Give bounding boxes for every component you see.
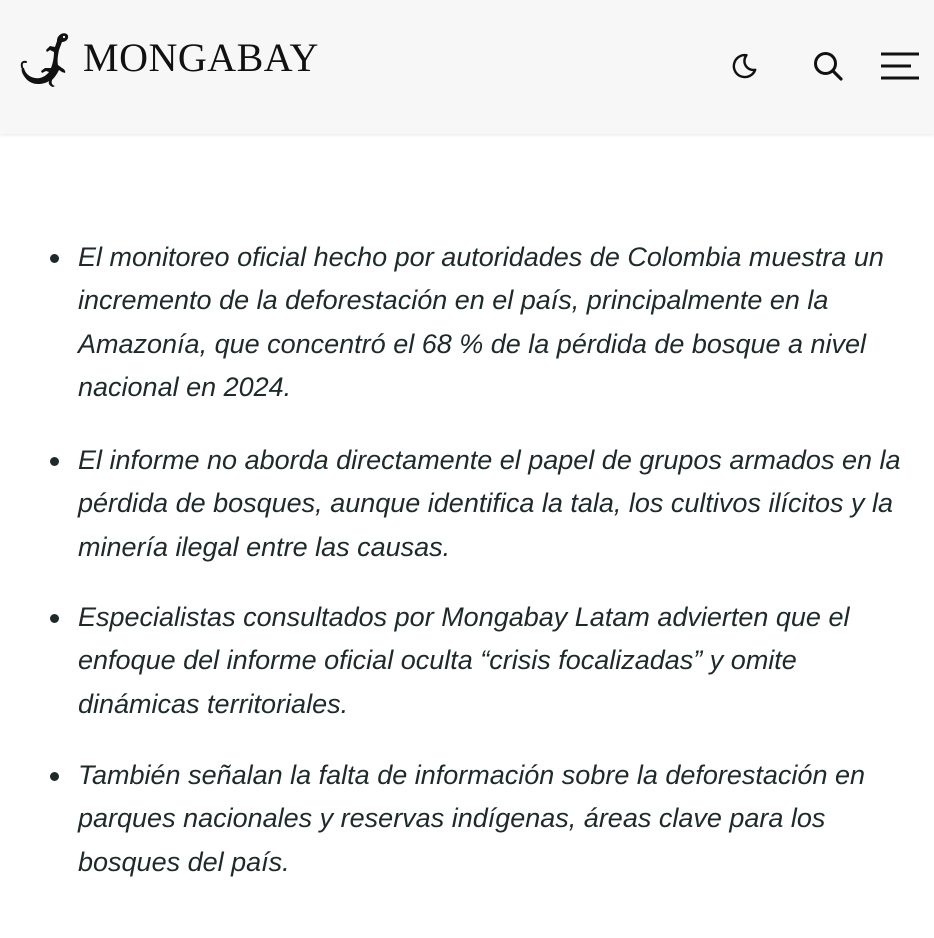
site-header [0, 0, 934, 134]
moon-icon [730, 52, 758, 80]
header-actions [722, 44, 922, 88]
hamburger-menu-icon [879, 50, 921, 82]
brand-name: MONGABAY [83, 35, 319, 80]
list-item: También señalan la falta de información sobre la deforestación en parques nacionales y reservas indígenas, áreas clave para los bosques del país. [78, 754, 908, 884]
list-item: Especialistas consultados por Mongabay Latam advierten que el enfoque del informe oficial oculta “crisis focalizadas” y omite dinámicas territoriales. [78, 596, 908, 726]
gecko-icon [18, 30, 80, 90]
theme-toggle-button[interactable] [722, 44, 766, 88]
list-item: El informe no aborda directamente el papel de grupos armados en la pérdida de bosques, aunque identifica la tala, los cultivos ilícitos y la minería ilegal entre las causas. [78, 439, 908, 569]
menu-button[interactable] [878, 44, 922, 88]
summary-list [0, 236, 934, 884]
article-summary [0, 236, 934, 914]
search-button[interactable] [806, 44, 850, 88]
brand-home-link[interactable] [18, 30, 319, 90]
list-item: El monitoreo oficial hecho por autoridades de Colombia muestra un incremento de la deforestación en el país, principalmente en la Amazonía, que concentró el 68 % de la pérdida de bosque a nivel nacional en 2024. [78, 236, 908, 409]
search-icon [812, 50, 844, 82]
